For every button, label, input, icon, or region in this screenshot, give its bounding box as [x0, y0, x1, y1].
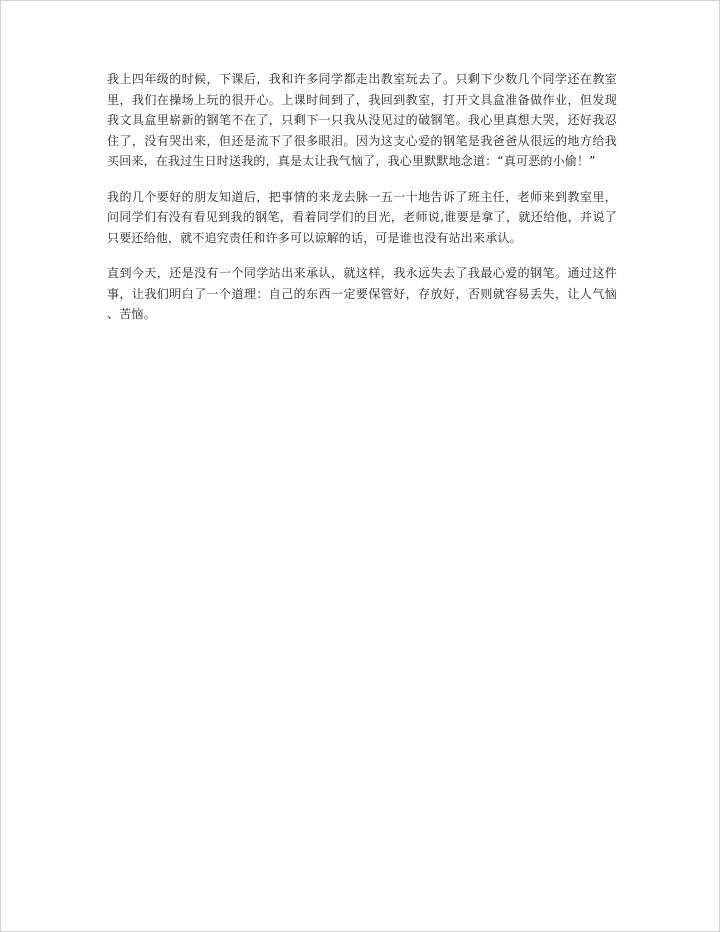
paragraph-3: 直到今天，还是没有一个同学站出来承认，就这样，我永远失去了我最心爱的钢笔。通过这件事，让我们明白了一个道理：自己的东西一定要保管好，存放好，否则就容易丢失，让人气恼、苦恼。: [107, 266, 617, 321]
paragraph-1: 我上四年级的时候，下课后，我和许多同学都走出教室玩去了。只剩下少数几个同学还在教室里，我们在操场上玩的很开心。上课时间到了，我回到教室，打开文具盒准备做作业，但发现我文具盒里崭新的钢笔不在了，只剩下一只我从没见过的破钢笔。我心里真想大哭，还好我忍住了，没有哭出来，但还是流下了很多眼泪。因为这支心爱的钢笔是我爸爸从很远的地方给我买回来，在我过生日时送我的，真是太让我气恼了，我心里默默地念道：“真可恶的小偷！”: [107, 72, 617, 168]
paragraph-2: 我的几个要好的朋友知道后，把事情的来龙去脉一五一十地告诉了班主任，老师来到教室里，问同学们有没有看见到我的钢笔，看着同学们的目光，老师说,谁要是拿了，就还给他，并说了只要还给他，就不追究责任和许多可以谅解的话，可是谁也没有站出来承认。: [107, 189, 617, 245]
document-body: [107, 69, 617, 340]
